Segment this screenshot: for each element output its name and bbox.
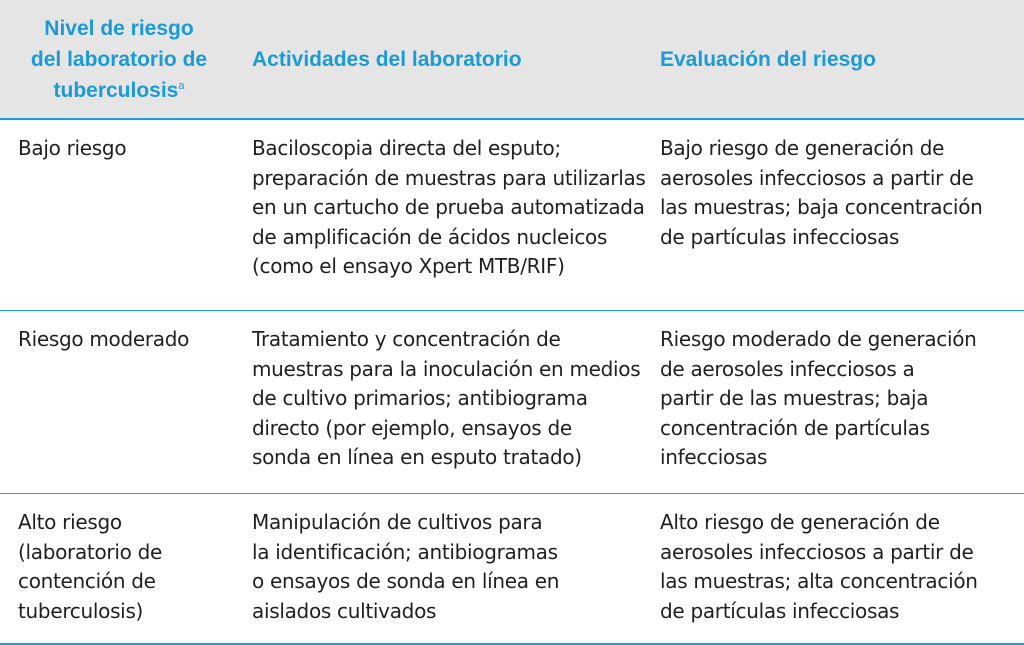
header-risk-level: [0, 0, 238, 119]
table-row: [0, 311, 1024, 494]
cell-risk-assessment: Alto riesgo de generación de aerosoles infecciosos a partir de las muestras; alta concentración de partículas infecciosas: [646, 494, 1024, 645]
table-row: [0, 119, 1024, 311]
header-risk-level-text: Nivel de riesgo del laboratorio de tuberculosis: [30, 16, 208, 102]
cell-risk-level: Alto riesgo (laboratorio de contención de tuberculosis): [0, 494, 238, 645]
cell-activities: Baciloscopia directa del esputo; preparación de muestras para utilizarlas en un cartucho de prueba automatizada de amplificación de ácidos nucleicos (como el ensayo Xpert MTB/RIF): [238, 119, 646, 311]
cell-risk-level: Bajo riesgo: [0, 119, 238, 311]
header-row: [0, 0, 1024, 119]
header-risk-assessment: Evaluación del riesgo: [646, 0, 1024, 119]
table-body: [0, 119, 1024, 644]
cell-risk-assessment: Riesgo moderado de generación de aerosoles infecciosos a partir de las muestras; baja concentración de partículas infecciosas: [646, 311, 1024, 494]
header-activities: Actividades del laboratorio: [238, 0, 646, 119]
cell-activities: Manipulación de cultivos para la identificación; antibiogramas o ensayos de sonda en línea en aislados cultivados: [238, 494, 646, 645]
cell-risk-level: Riesgo moderado: [0, 311, 238, 494]
cell-activities: Tratamiento y concentración de muestras para la inoculación en medios de cultivo primarios; antibiograma directo (por ejemplo, ensayos de sonda en línea en esputo tratado): [238, 311, 646, 494]
table-row: [0, 494, 1024, 645]
header-footnote-marker: a: [178, 79, 185, 92]
table-header: [0, 0, 1024, 119]
cell-risk-assessment: Bajo riesgo de generación de aerosoles infecciosos a partir de las muestras; baja concentración de partículas infecciosas: [646, 119, 1024, 311]
